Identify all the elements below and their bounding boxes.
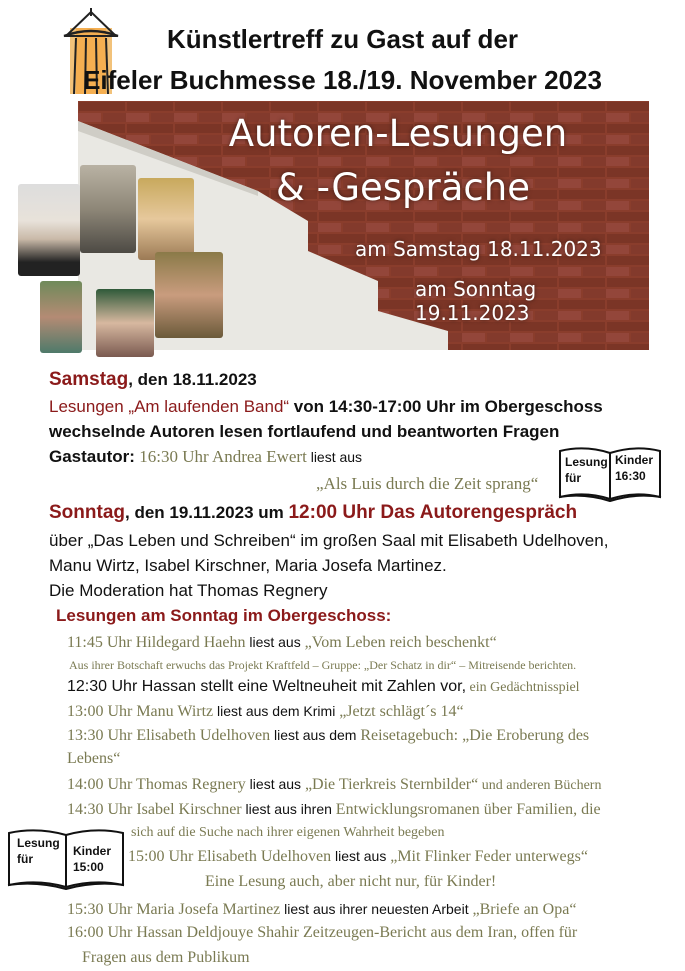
book-icon: Lesung für Kinder 15:00 — [6, 827, 126, 893]
saturday-heading: Samstag, den 18.11.2023 — [49, 369, 257, 390]
sunday-line2: über „Das Leben und Schreiben“ im großen Saal mit Elisabeth Udelhoven, — [49, 531, 609, 550]
program-item: 14:30 Uhr Isabel Kirschner liest aus ihren Entwicklungsromanen über Familien, die — [67, 801, 601, 818]
program-item-cont: sich auf die Suche nach ihrer eigenen Wahrheit begeben — [131, 825, 445, 840]
hero-date-sunday: am Sonntag 19.11.2023 — [415, 277, 537, 325]
header-title-line2: Eifeler Buchmesse 18./19. November 2023 — [83, 65, 602, 95]
header-title-line1: Künstlertreff zu Gast auf der — [166, 24, 519, 54]
program-item: 12:30 Uhr Hassan stellt eine Weltneuheit mit Zahlen vor, ein Gedächtnisspiel — [67, 678, 580, 695]
program-item-cont: Eine Lesung auch, aber nicht nur, für Kinder! — [205, 873, 497, 890]
program-item: 16:00 Uhr Hassan Deldjouye Shahir Zeitzeugen-Bericht aus dem Iran, offen für — [67, 924, 578, 941]
author-photo — [138, 178, 194, 260]
program-item: 13:30 Uhr Elisabeth Udelhoven liest aus dem Reisetagebuch: „Die Eroberung des — [67, 727, 590, 744]
program-note: Aus ihrer Botschaft erwuchs das Projekt Kraftfeld – Gruppe: „Der Schatz in dir“ – Mitreisende berichten. — [69, 658, 577, 672]
saturday-guest-title: „Als Luis durch die Zeit sprang“ — [316, 474, 539, 493]
hero-title-2: & -Gespräche — [276, 166, 530, 209]
saturday-readings: Lesungen „Am laufenden Band“ von 14:30-17:00 Uhr im Obergeschoss — [49, 397, 603, 416]
program-item: 14:00 Uhr Thomas Regnery liest aus „Die Tierkreis Sternbilder“ und anderen Büchern — [67, 776, 602, 793]
author-photo — [40, 281, 82, 353]
program-item-cont: Fragen aus dem Publikum — [82, 949, 250, 966]
sunday-heading: Sonntag, den 19.11.2023 um 12:00 Uhr Das Autorengespräch — [49, 502, 578, 523]
author-photo — [18, 184, 80, 276]
book-icon: Lesung für Kinder 16:30 — [557, 445, 663, 503]
program-item: 15:30 Uhr Maria Josefa Martinez liest aus ihrer neuesten Arbeit „Briefe an Opa“ — [67, 901, 577, 918]
program-item: 13:00 Uhr Manu Wirtz liest aus dem Krimi „Jetzt schlägt´s 14“ — [67, 703, 464, 720]
sunday-program-heading: Lesungen am Sonntag im Obergeschoss: — [56, 606, 392, 625]
saturday-line2: wechselnde Autoren lesen fortlaufend und beantworten Fragen — [49, 422, 560, 441]
saturday-guest: Gastautor: 16:30 Uhr Andrea Ewert liest aus — [49, 447, 363, 466]
author-photo — [155, 252, 223, 338]
program-item: 15:00 Uhr Elisabeth Udelhoven liest aus „Mit Flinker Feder unterwegs“ — [128, 848, 588, 865]
hero-date-saturday: am Samstag 18.11.2023 — [355, 237, 602, 261]
author-photo — [80, 165, 136, 253]
sunday-line4: Die Moderation hat Thomas Regnery — [49, 581, 328, 600]
hero-title-1: Autoren-Lesungen — [228, 112, 568, 155]
author-photo — [96, 289, 154, 357]
program-item: 11:45 Uhr Hildegard Haehn liest aus „Vom Leben reich beschenkt“ — [67, 634, 497, 651]
sunday-line3: Manu Wirtz, Isabel Kirschner, Maria Josefa Martinez. — [49, 556, 447, 575]
program-item-cont: Lebens“ — [67, 750, 121, 767]
